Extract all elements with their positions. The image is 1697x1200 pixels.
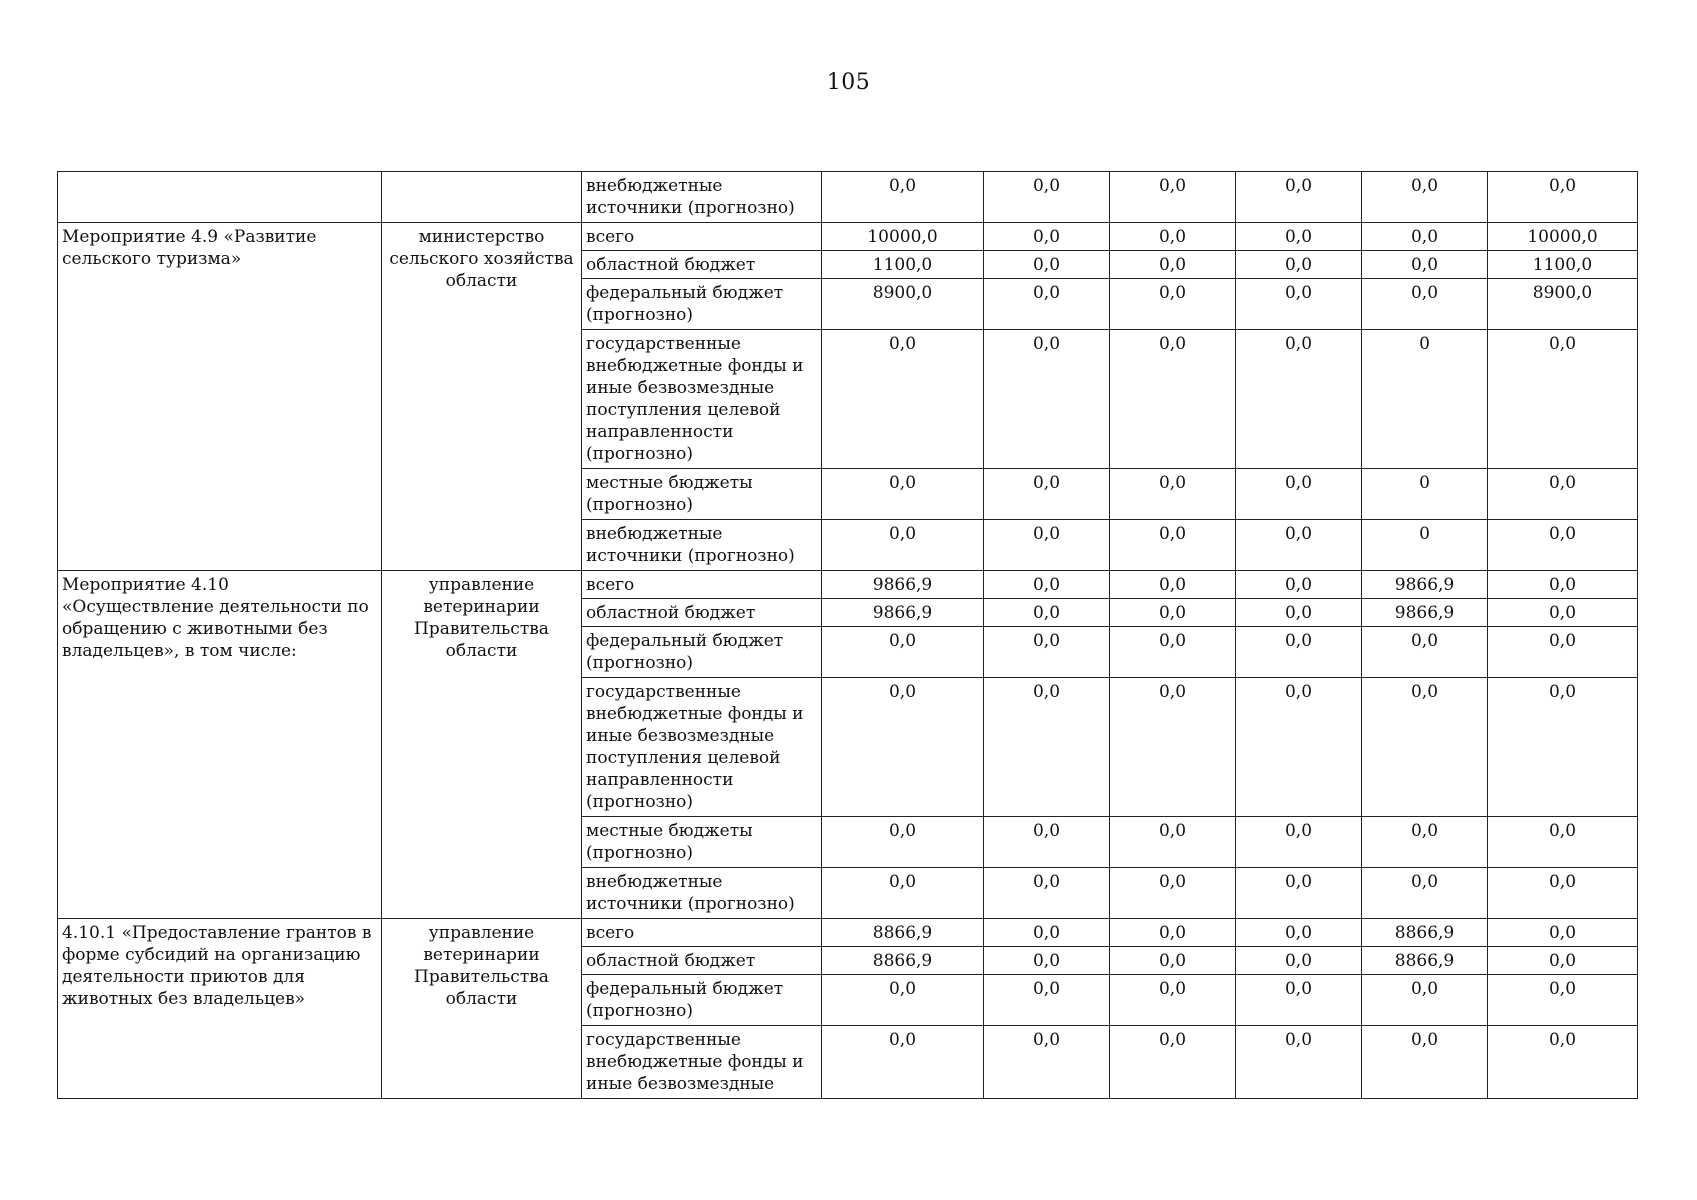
value-cell: 0,0 [984, 975, 1110, 1026]
value-cell: 0,0 [1362, 627, 1488, 678]
source-cell: местные бюджеты (прогнозно) [582, 817, 822, 868]
source-cell: областной бюджет [582, 947, 822, 975]
value-cell: 1100,0 [822, 251, 984, 279]
value-cell: 0,0 [1236, 975, 1362, 1026]
value-cell: 0,0 [984, 627, 1110, 678]
table-row [58, 223, 1638, 251]
value-cell: 0,0 [1236, 469, 1362, 520]
source-cell: внебюджетные источники (прогнозно) [582, 868, 822, 919]
value-cell: 0,0 [1362, 975, 1488, 1026]
value-cell: 0,0 [822, 520, 984, 571]
value-cell: 0,0 [1362, 251, 1488, 279]
value-cell: 0,0 [1110, 947, 1236, 975]
page-number: 105 [826, 70, 871, 95]
source-cell: внебюджетные источники (прогнозно) [582, 172, 822, 223]
source-cell: внебюджетные источники (прогнозно) [582, 520, 822, 571]
budget-table [57, 171, 1638, 1099]
value-cell: 0,0 [1110, 1026, 1236, 1099]
value-cell: 0,0 [984, 223, 1110, 251]
source-cell: федеральный бюджет (прогнозно) [582, 627, 822, 678]
value-cell: 0,0 [1110, 251, 1236, 279]
source-cell: областной бюджет [582, 599, 822, 627]
value-cell: 8866,9 [1362, 947, 1488, 975]
source-cell: всего [582, 919, 822, 947]
value-cell: 0,0 [984, 279, 1110, 330]
value-cell: 0,0 [822, 678, 984, 817]
value-cell: 0,0 [1488, 599, 1638, 627]
value-cell: 0,0 [984, 599, 1110, 627]
value-cell: 0,0 [1236, 919, 1362, 947]
value-cell: 0,0 [1488, 975, 1638, 1026]
value-cell: 8866,9 [1362, 919, 1488, 947]
source-cell: государственные внебюджетные фонды и иные безвозмездные поступления целевой направленности (прогнозно) [582, 330, 822, 469]
value-cell: 9866,9 [822, 599, 984, 627]
value-cell: 0,0 [1488, 520, 1638, 571]
value-cell: 0,0 [1488, 1026, 1638, 1099]
source-cell: государственные внебюджетные фонды и иные безвозмездные поступления целевой направленности (прогнозно) [582, 678, 822, 817]
value-cell: 0,0 [1236, 678, 1362, 817]
value-cell: 0,0 [1110, 330, 1236, 469]
value-cell: 0,0 [1488, 627, 1638, 678]
value-cell: 0,0 [1236, 1026, 1362, 1099]
value-cell: 0,0 [1110, 279, 1236, 330]
value-cell: 0,0 [1110, 571, 1236, 599]
source-cell: всего [582, 571, 822, 599]
value-cell: 0,0 [1488, 172, 1638, 223]
value-cell: 0,0 [1236, 868, 1362, 919]
value-cell: 0,0 [1110, 520, 1236, 571]
value-cell: 8900,0 [822, 279, 984, 330]
value-cell: 8866,9 [822, 947, 984, 975]
event-cell: 4.10.1 «Предоставление грантов в форме субсидий на организацию деятельности приютов для животных без владельцев» [58, 919, 382, 1099]
value-cell: 0,0 [1110, 599, 1236, 627]
value-cell: 0,0 [984, 817, 1110, 868]
event-cell: Мероприятие 4.10 «Осуществление деятельности по обращению с животными без владельцев», в том числе: [58, 571, 382, 919]
value-cell: 0,0 [1110, 469, 1236, 520]
source-cell: федеральный бюджет (прогнозно) [582, 975, 822, 1026]
value-cell: 0 [1362, 520, 1488, 571]
value-cell: 9866,9 [1362, 599, 1488, 627]
value-cell: 0,0 [1236, 817, 1362, 868]
value-cell: 0,0 [822, 627, 984, 678]
value-cell: 0,0 [1110, 868, 1236, 919]
value-cell: 8866,9 [822, 919, 984, 947]
value-cell: 0,0 [822, 330, 984, 469]
value-cell: 0,0 [984, 1026, 1110, 1099]
value-cell: 0,0 [984, 520, 1110, 571]
value-cell: 0,0 [1488, 469, 1638, 520]
value-cell: 0,0 [1236, 627, 1362, 678]
executor-cell: управление ветеринарии Правительства области [382, 919, 582, 1099]
value-cell: 0,0 [1110, 975, 1236, 1026]
value-cell: 0,0 [984, 469, 1110, 520]
value-cell: 0,0 [1236, 599, 1362, 627]
value-cell: 0,0 [1362, 678, 1488, 817]
source-cell: местные бюджеты (прогнозно) [582, 469, 822, 520]
executor-cell: управление ветеринарии Правительства области [382, 571, 582, 919]
table-row [58, 919, 1638, 947]
value-cell: 0,0 [1236, 223, 1362, 251]
value-cell: 0,0 [984, 251, 1110, 279]
value-cell: 0,0 [1110, 919, 1236, 947]
value-cell: 0,0 [1110, 817, 1236, 868]
value-cell: 0,0 [1488, 868, 1638, 919]
value-cell: 8900,0 [1488, 279, 1638, 330]
value-cell: 0,0 [1236, 172, 1362, 223]
value-cell: 0,0 [1236, 520, 1362, 571]
value-cell: 0,0 [822, 975, 984, 1026]
value-cell: 0 [1362, 330, 1488, 469]
value-cell: 0,0 [1236, 330, 1362, 469]
executor-cell: министерство сельского хозяйства области [382, 223, 582, 571]
source-cell: всего [582, 223, 822, 251]
value-cell: 0 [1362, 469, 1488, 520]
value-cell: 0,0 [1110, 172, 1236, 223]
value-cell: 0,0 [1110, 627, 1236, 678]
value-cell: 0,0 [1362, 172, 1488, 223]
value-cell: 0,0 [1110, 678, 1236, 817]
value-cell: 0,0 [1110, 223, 1236, 251]
value-cell: 0,0 [1362, 1026, 1488, 1099]
value-cell: 0,0 [1488, 571, 1638, 599]
value-cell: 0,0 [984, 172, 1110, 223]
value-cell: 0,0 [822, 1026, 984, 1099]
value-cell: 0,0 [1488, 947, 1638, 975]
executor-cell [382, 172, 582, 223]
value-cell: 0,0 [1488, 817, 1638, 868]
value-cell: 0,0 [984, 919, 1110, 947]
event-cell [58, 172, 382, 223]
value-cell: 0,0 [984, 868, 1110, 919]
value-cell: 0,0 [822, 817, 984, 868]
value-cell: 0,0 [1236, 279, 1362, 330]
value-cell: 0,0 [1488, 919, 1638, 947]
value-cell: 0,0 [1236, 571, 1362, 599]
source-cell: государственные внебюджетные фонды и иные безвозмездные [582, 1026, 822, 1099]
value-cell: 0,0 [1236, 251, 1362, 279]
value-cell: 0,0 [984, 678, 1110, 817]
value-cell: 0,0 [1362, 223, 1488, 251]
value-cell: 9866,9 [1362, 571, 1488, 599]
value-cell: 1100,0 [1488, 251, 1638, 279]
value-cell: 9866,9 [822, 571, 984, 599]
value-cell: 10000,0 [822, 223, 984, 251]
value-cell: 0,0 [1362, 279, 1488, 330]
value-cell: 10000,0 [1488, 223, 1638, 251]
table-row [58, 172, 1638, 223]
value-cell: 0,0 [1236, 947, 1362, 975]
table-row [58, 571, 1638, 599]
source-cell: федеральный бюджет (прогнозно) [582, 279, 822, 330]
value-cell: 0,0 [984, 571, 1110, 599]
value-cell: 0,0 [822, 868, 984, 919]
value-cell: 0,0 [984, 330, 1110, 469]
source-cell: областной бюджет [582, 251, 822, 279]
value-cell: 0,0 [984, 947, 1110, 975]
value-cell: 0,0 [822, 172, 984, 223]
value-cell: 0,0 [1362, 817, 1488, 868]
value-cell: 0,0 [822, 469, 984, 520]
event-cell: Мероприятие 4.9 «Развитие сельского туризма» [58, 223, 382, 571]
value-cell: 0,0 [1362, 868, 1488, 919]
value-cell: 0,0 [1488, 678, 1638, 817]
value-cell: 0,0 [1488, 330, 1638, 469]
